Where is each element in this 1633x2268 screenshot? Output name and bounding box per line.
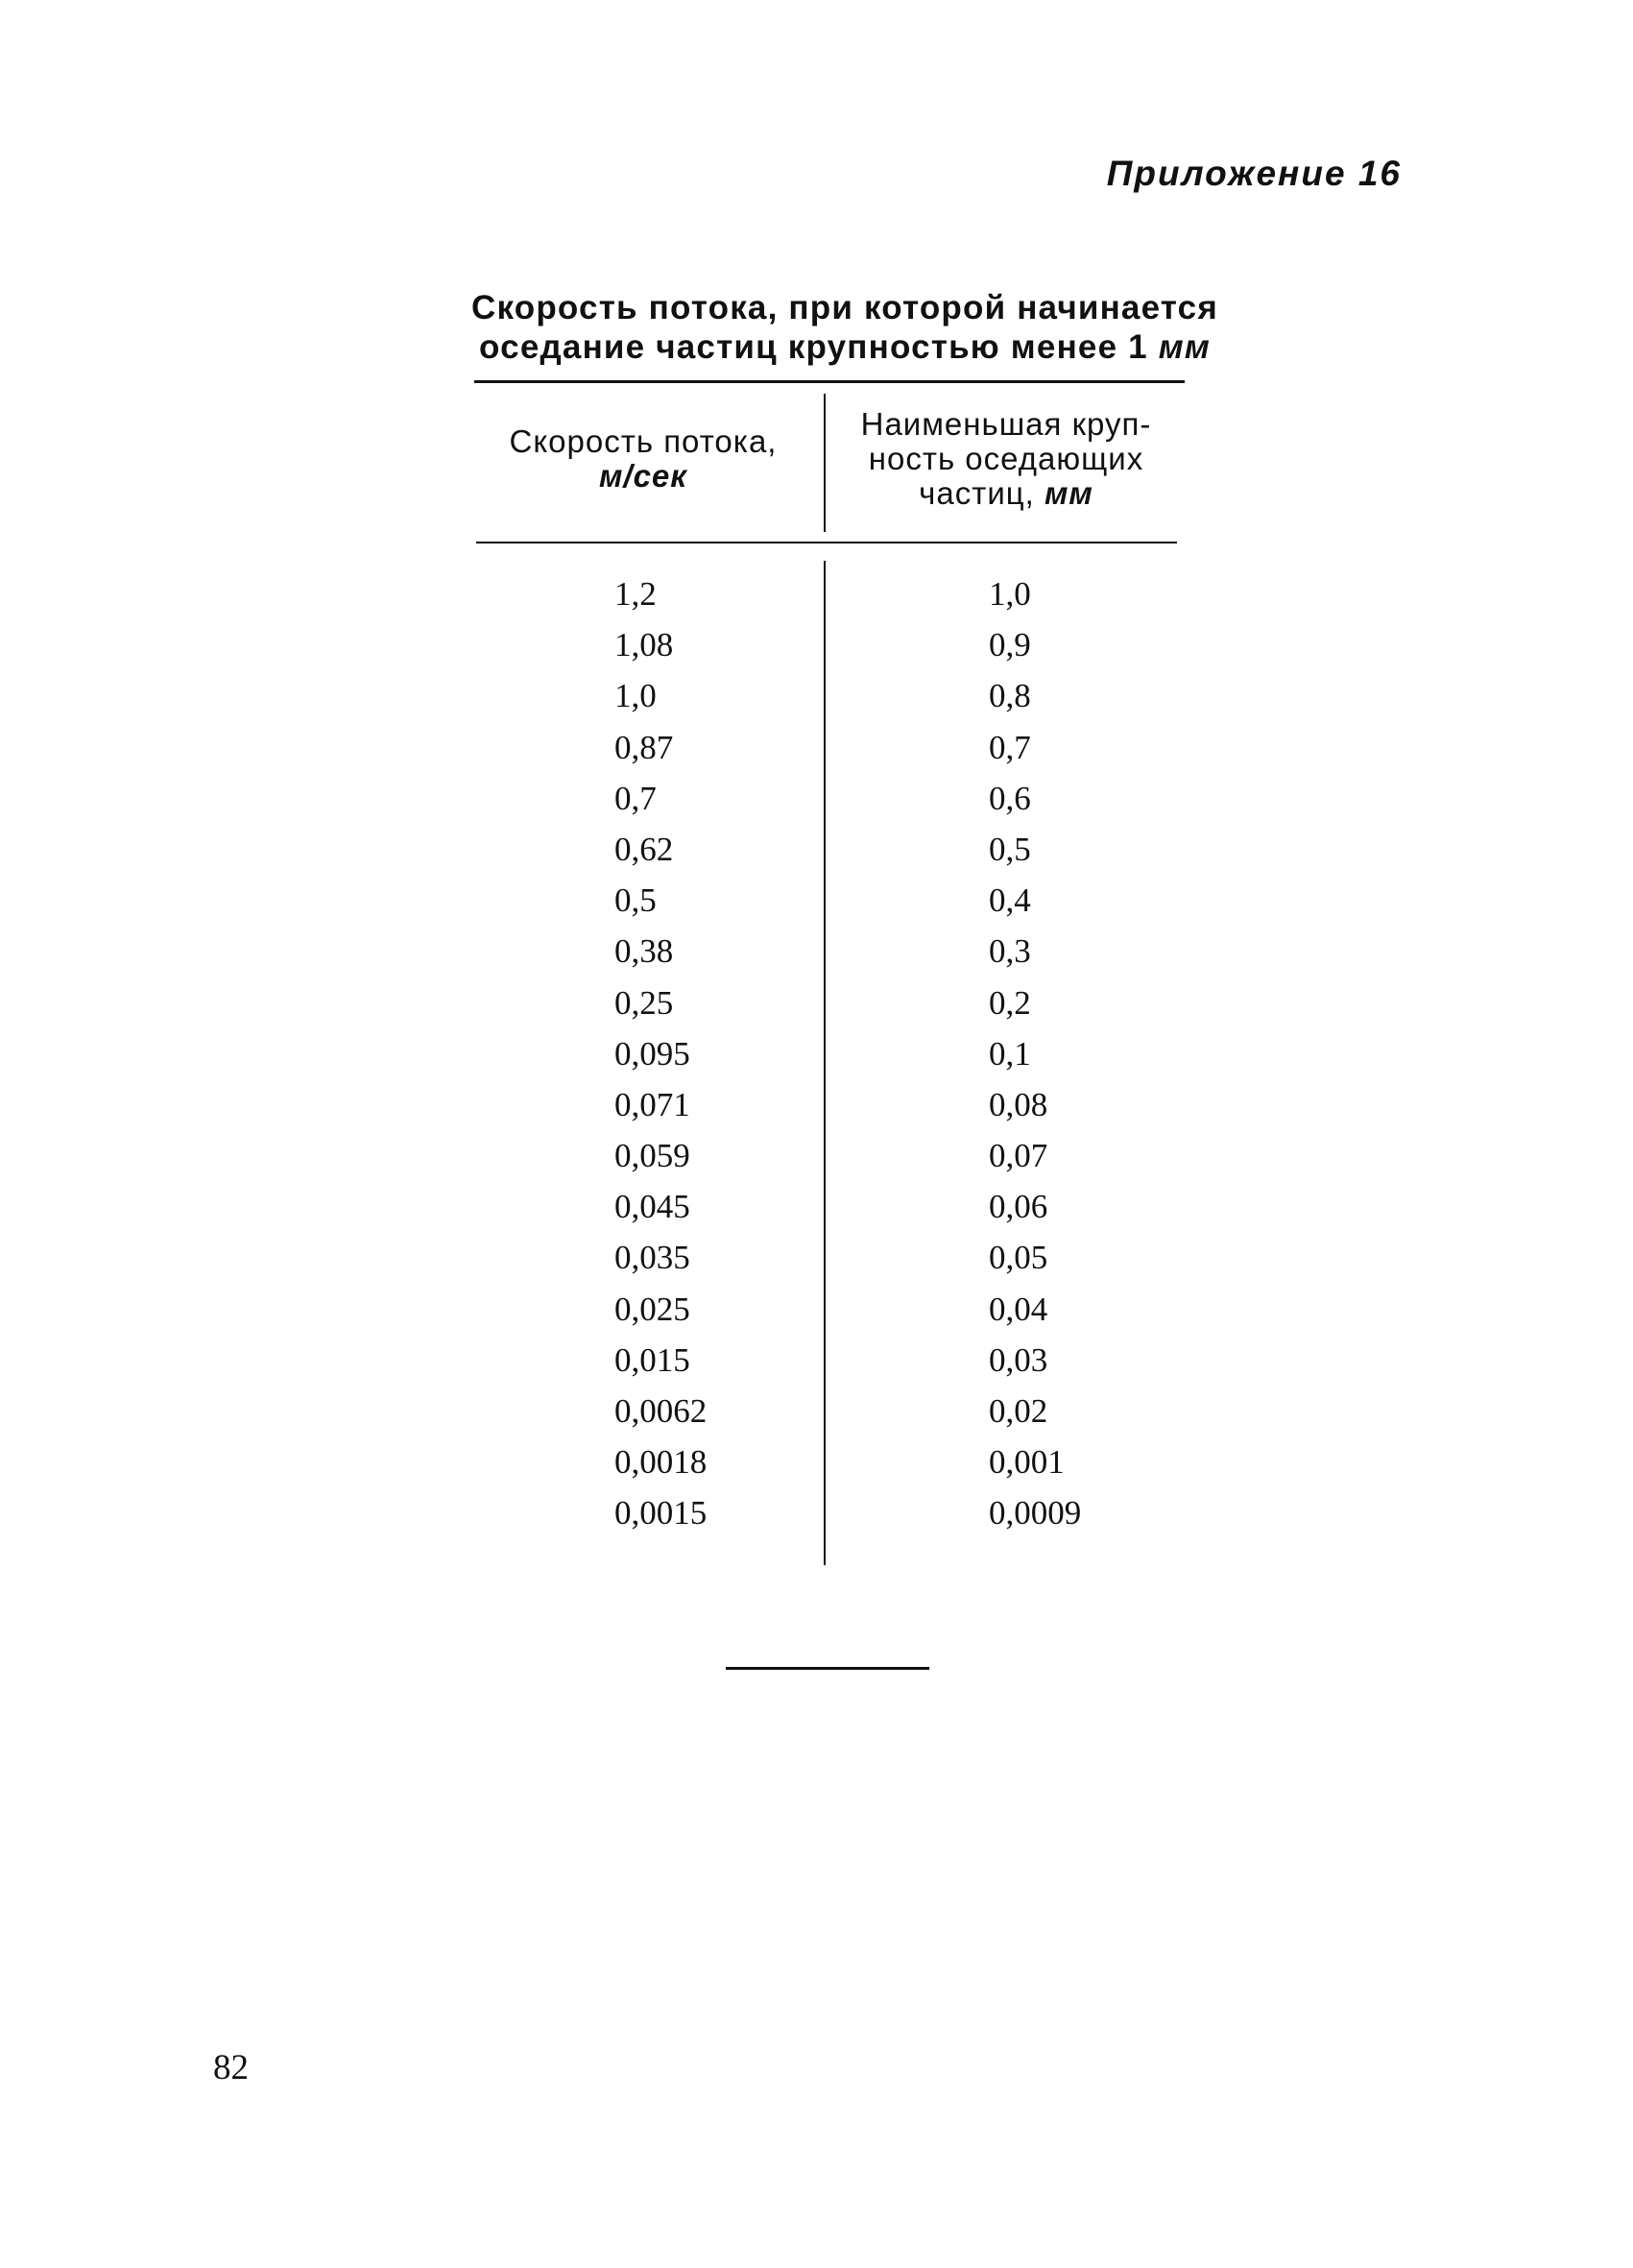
- header-bottom-rule: [476, 542, 1177, 543]
- particle-size-cell: 0,8: [989, 677, 1031, 715]
- particle-size-column: [989, 568, 1081, 1539]
- column-header-velocity: [480, 424, 806, 494]
- table-title: [422, 288, 1267, 367]
- velocity-cell: 1,2: [614, 575, 657, 613]
- particle-size-cell: 0,04: [989, 1290, 1048, 1328]
- particle-size-cell: 0,0009: [989, 1494, 1082, 1532]
- column-header-velocity-unit: м/сек: [598, 458, 687, 494]
- particle-size-cell: 0,7: [989, 728, 1031, 766]
- page-number: 82: [213, 2048, 249, 2087]
- table-top-rule: [474, 380, 1185, 383]
- table-title-line-2: [422, 327, 1267, 367]
- velocity-cell: 1,0: [614, 677, 657, 715]
- velocity-cell: 0,0015: [614, 1494, 708, 1532]
- particle-size-cell: 0,08: [989, 1085, 1048, 1123]
- particle-size-cell: 0,2: [989, 983, 1031, 1022]
- column-header-particle-size-line-2: ность оседающих: [868, 441, 1144, 476]
- particle-size-cell: 1,0: [989, 575, 1031, 613]
- velocity-cell: 0,0062: [614, 1392, 708, 1430]
- velocity-cell: 0,5: [614, 881, 657, 920]
- velocity-cell: 1,08: [614, 626, 674, 664]
- column-header-particle-size-unit: мм: [1045, 475, 1093, 511]
- velocity-cell: 0,0018: [614, 1443, 708, 1482]
- particle-size-cell: 0,5: [989, 830, 1031, 868]
- closing-rule: [726, 1667, 929, 1670]
- particle-size-cell: 0,4: [989, 881, 1031, 920]
- velocity-cell: 0,62: [614, 830, 674, 868]
- column-header-particle-size-line-3: [833, 476, 1179, 511]
- column-header-particle-size-text: частиц,: [919, 475, 1045, 511]
- particle-size-cell: 0,3: [989, 932, 1031, 971]
- table-title-line-1: Скорость потока, при которой начинается: [471, 289, 1218, 326]
- body-column-divider: [824, 561, 826, 1565]
- velocity-cell: 0,25: [614, 983, 674, 1022]
- particle-size-cell: 0,6: [989, 779, 1031, 817]
- column-header-velocity-label: Скорость потока,: [509, 423, 778, 459]
- particle-size-cell: 0,07: [989, 1137, 1048, 1175]
- particle-size-cell: 0,06: [989, 1188, 1048, 1226]
- particle-size-cell: 0,001: [989, 1443, 1065, 1482]
- particle-size-cell: 0,1: [989, 1034, 1031, 1073]
- velocity-column: [614, 568, 707, 1539]
- particle-size-cell: 0,05: [989, 1239, 1048, 1277]
- velocity-cell: 0,095: [614, 1034, 690, 1073]
- velocity-cell: 0,7: [614, 779, 657, 817]
- velocity-cell: 0,87: [614, 728, 674, 766]
- velocity-cell: 0,045: [614, 1188, 690, 1226]
- velocity-cell: 0,071: [614, 1085, 690, 1123]
- particle-size-cell: 0,03: [989, 1340, 1048, 1379]
- velocity-cell: 0,38: [614, 932, 674, 971]
- header-column-divider: [824, 394, 826, 532]
- velocity-cell: 0,015: [614, 1340, 690, 1379]
- table-title-unit: мм: [1158, 328, 1211, 366]
- velocity-cell: 0,025: [614, 1290, 690, 1328]
- table-title-line-2-text: оседание частиц крупностью менее 1: [479, 328, 1159, 366]
- velocity-cell: 0,059: [614, 1137, 690, 1175]
- column-header-particle-size: [833, 407, 1179, 511]
- column-header-particle-size-line-1: Наименьшая круп-: [860, 406, 1152, 442]
- particle-size-cell: 0,9: [989, 626, 1031, 664]
- appendix-label: Приложение 16: [1106, 154, 1402, 193]
- velocity-cell: 0,035: [614, 1239, 690, 1277]
- particle-size-cell: 0,02: [989, 1392, 1048, 1430]
